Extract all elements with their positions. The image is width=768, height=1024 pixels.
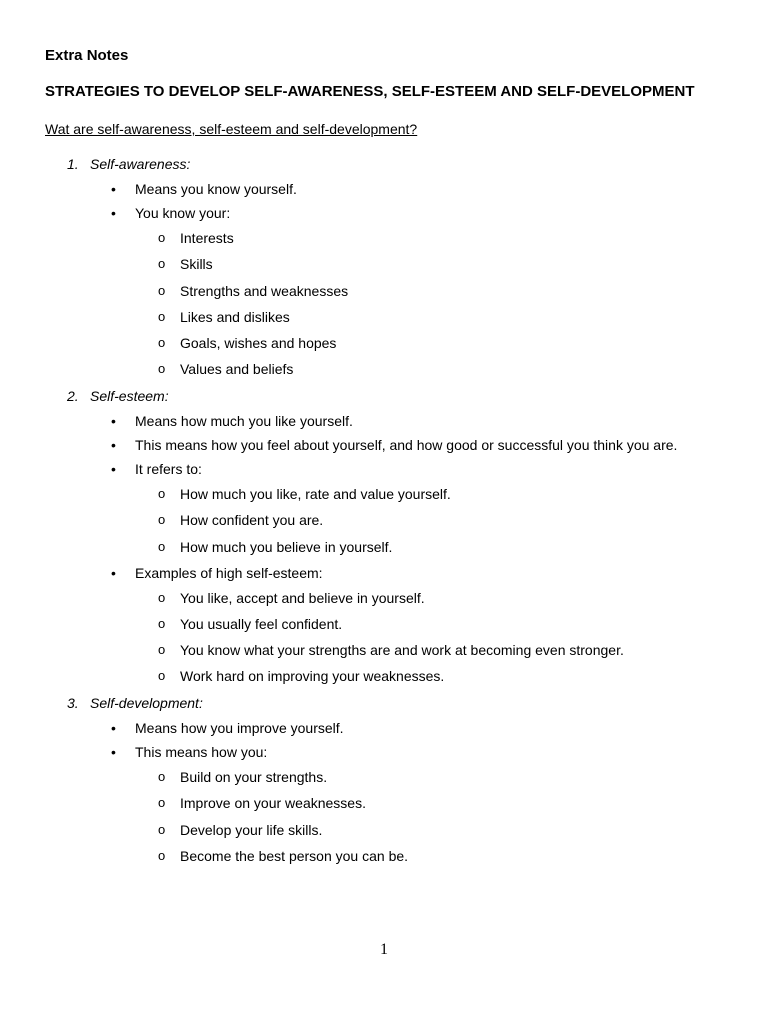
bullet-icon: • <box>111 720 116 736</box>
bullet-item <box>0 743 768 761</box>
sub-bullet-item <box>0 538 768 556</box>
bullet-item <box>0 436 768 454</box>
sub-bullet-text: Become the best person you can be. <box>180 848 409 864</box>
bullet-item <box>0 180 768 198</box>
sub-bullet-icon: o <box>158 230 166 245</box>
sub-bullet-item <box>0 282 768 300</box>
bullet-text: Examples of high self-esteem: <box>135 565 323 581</box>
bullet-icon: • <box>111 205 116 221</box>
sub-bullet-icon: o <box>158 590 166 605</box>
list-item-section <box>0 155 768 173</box>
bullet-item <box>0 460 768 478</box>
sub-bullet-icon: o <box>158 616 166 631</box>
bullet-text: Means you know yourself. <box>135 181 297 197</box>
sub-bullet-text: How confident you are. <box>180 512 324 528</box>
sub-bullet-text: You like, accept and believe in yourself. <box>180 590 425 606</box>
sub-bullet-text: Goals, wishes and hopes <box>180 335 337 351</box>
bullet-text: It refers to: <box>135 461 202 477</box>
section-title: Self-development: <box>90 695 203 711</box>
bullet-icon: • <box>111 461 116 477</box>
bullet-text: Means how you improve yourself. <box>135 720 344 736</box>
sub-bullet-icon: o <box>158 668 166 683</box>
bullet-icon: • <box>111 181 116 197</box>
sub-bullet-text: Work hard on improving your weaknesses. <box>180 668 445 684</box>
sub-bullet-text: You know what your strengths are and work at becoming even stronger. <box>180 642 624 658</box>
sub-bullet-text: Strengths and weaknesses <box>180 283 349 299</box>
sub-bullet-text: Build on your strengths. <box>180 769 328 785</box>
bullet-item <box>0 204 768 222</box>
sub-bullet-icon: o <box>158 256 166 271</box>
sub-bullet-icon: o <box>158 822 166 837</box>
list-item-section <box>0 387 768 405</box>
sub-bullet-icon: o <box>158 848 166 863</box>
sub-bullet-item <box>0 794 768 812</box>
sub-bullet-icon: o <box>158 642 166 657</box>
sub-bullet-item <box>0 511 768 529</box>
sub-bullet-item <box>0 821 768 839</box>
section-title: Self-awareness: <box>90 156 191 172</box>
sub-bullet-text: Develop your life skills. <box>180 822 323 838</box>
bullet-icon: • <box>111 437 116 453</box>
bullet-icon: • <box>111 744 116 760</box>
sub-bullet-item <box>0 485 768 503</box>
sub-bullet-icon: o <box>158 486 166 501</box>
bullet-text: This means how you feel about yourself, and how good or successful you think you are. <box>135 437 678 453</box>
sub-bullet-item <box>0 667 768 685</box>
sub-bullet-item <box>0 229 768 247</box>
sub-bullet-item <box>0 589 768 607</box>
sub-bullet-text: Improve on your weaknesses. <box>180 795 366 811</box>
sub-bullet-item <box>0 641 768 659</box>
sub-bullet-text: You usually feel confident. <box>180 616 343 632</box>
sub-bullet-item <box>0 768 768 786</box>
sub-bullet-item <box>0 847 768 865</box>
sub-bullet-icon: o <box>158 795 166 810</box>
section-number: 3. <box>67 695 79 711</box>
sub-bullet-text: Skills <box>180 256 213 272</box>
sub-bullet-text: How much you believe in yourself. <box>180 539 393 555</box>
sub-bullet-icon: o <box>158 283 166 298</box>
page-number: 1 <box>380 941 388 958</box>
sub-bullet-text: Values and beliefs <box>180 361 294 377</box>
sub-bullet-icon: o <box>158 512 166 527</box>
section-title: Self-esteem: <box>90 388 169 404</box>
list-item-section <box>0 694 768 712</box>
sub-bullet-item <box>0 308 768 326</box>
bullet-item <box>0 564 768 582</box>
bullet-item <box>0 719 768 737</box>
bullet-text: This means how you: <box>135 744 268 760</box>
sub-bullet-icon: o <box>158 309 166 324</box>
sub-bullet-icon: o <box>158 539 166 554</box>
bullet-icon: • <box>111 413 116 429</box>
sub-bullet-text: Interests <box>180 230 234 246</box>
sub-bullet-item <box>0 360 768 378</box>
sub-bullet-icon: o <box>158 361 166 376</box>
document-title: STRATEGIES TO DEVELOP SELF-AWARENESS, SELF-ESTEEM AND SELF-DEVELOPMENT <box>45 83 695 100</box>
question-heading: Wat are self-awareness, self-esteem and self-development? <box>45 121 418 137</box>
extra-notes-heading: Extra Notes <box>45 47 129 64</box>
sub-bullet-icon: o <box>158 769 166 784</box>
section-number: 2. <box>67 388 79 404</box>
sub-bullet-item <box>0 255 768 273</box>
bullet-item <box>0 412 768 430</box>
bullet-text: Means how much you like yourself. <box>135 413 353 429</box>
sub-bullet-icon: o <box>158 335 166 350</box>
bullet-text: You know your: <box>135 205 231 221</box>
bullet-icon: • <box>111 565 116 581</box>
section-number: 1. <box>67 156 79 172</box>
sub-bullet-item <box>0 615 768 633</box>
sub-bullet-item <box>0 334 768 352</box>
sub-bullet-text: Likes and dislikes <box>180 309 290 325</box>
sub-bullet-text: How much you like, rate and value yourself. <box>180 486 451 502</box>
